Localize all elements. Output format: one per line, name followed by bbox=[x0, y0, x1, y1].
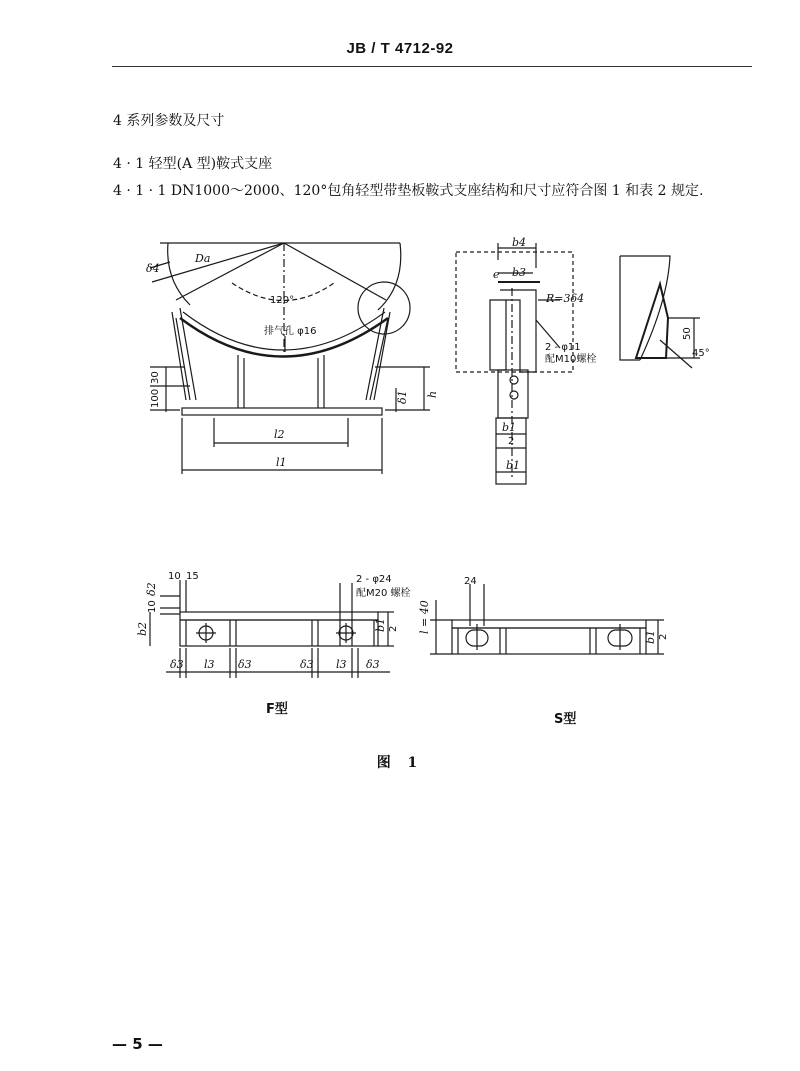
dim-30-label: 30 bbox=[150, 371, 161, 384]
delta2-label: δ2 bbox=[145, 582, 158, 596]
side-half-label: 2 bbox=[508, 436, 515, 447]
detail-outline bbox=[620, 256, 640, 360]
f-delta3-c-label: δ3 bbox=[300, 658, 314, 671]
angle-label: 120° bbox=[270, 295, 295, 306]
s-half-label: 2 bbox=[658, 633, 669, 640]
holes-label: 2 - φ11 bbox=[545, 342, 581, 353]
s-dim-24-label: 24 bbox=[464, 576, 477, 587]
delta4-label: δ4 bbox=[146, 262, 160, 275]
side-web-left bbox=[490, 300, 506, 370]
main-view bbox=[150, 243, 430, 474]
h-label: h bbox=[426, 390, 439, 398]
f-dim-15-label: 15 bbox=[186, 571, 199, 582]
radius-label: R=3δ4 bbox=[546, 292, 585, 305]
angle-45-leader bbox=[660, 340, 692, 368]
s-type-view bbox=[430, 584, 664, 654]
side-bolt-hole bbox=[510, 391, 518, 399]
m10-bolts-label: 配M10螺栓 bbox=[545, 354, 597, 365]
vent-hole-label: 排气孔 φ16 bbox=[264, 326, 317, 337]
f-delta3-b-label: δ3 bbox=[238, 658, 252, 671]
f-dim-10-label: 10 bbox=[168, 571, 181, 582]
f-plate bbox=[180, 612, 378, 620]
detail-view bbox=[620, 256, 700, 368]
right-web bbox=[366, 308, 390, 400]
side-leg bbox=[498, 370, 528, 418]
b3-label: b3 bbox=[512, 266, 527, 279]
radial-left bbox=[176, 243, 284, 300]
s-type-caption: S型 bbox=[554, 712, 577, 727]
s-l40-label: l = 40 bbox=[418, 600, 431, 634]
m20-bolts-label: 配M20 螺栓 bbox=[356, 588, 411, 599]
section-4-1-heading: 4 · 1 轻型(A 型)鞍式支座 bbox=[113, 156, 273, 172]
f-holes-label: 2 - φ24 bbox=[356, 574, 392, 585]
section-4-heading: 4 系列参数及尺寸 bbox=[113, 113, 225, 129]
f-type-caption: F型 bbox=[266, 702, 288, 717]
f-l3-b-label: l3 bbox=[336, 658, 347, 671]
f-b1-label: b1 bbox=[374, 617, 387, 632]
f-half-label: 2 bbox=[388, 625, 399, 632]
detail-shell bbox=[620, 256, 670, 360]
f-l3-a-label: l3 bbox=[204, 658, 215, 671]
section-4-1-1-text: 4 · 1 · 1 DN1000～2000、120°包角轻型带垫板鞍式支座结构和尺寸应符合图 1 和表 2 规定. bbox=[113, 183, 704, 199]
l2-label: l2 bbox=[274, 428, 285, 441]
delta1-label: δ1 bbox=[396, 390, 409, 404]
dim-100-label: 100 bbox=[150, 388, 161, 408]
s-plate bbox=[452, 620, 646, 628]
side-b1-label: b1 bbox=[506, 459, 521, 472]
b2-label: b2 bbox=[136, 621, 149, 636]
angle-45-label: 45° bbox=[692, 348, 710, 359]
detail-plate bbox=[636, 284, 668, 358]
radial-right bbox=[284, 243, 386, 300]
l1-label: l1 bbox=[276, 456, 287, 469]
e-label: e bbox=[493, 268, 500, 281]
ribs bbox=[238, 355, 324, 408]
da-label: Da bbox=[195, 252, 211, 265]
standard-header: JB / T 4712-92 bbox=[346, 40, 454, 57]
base-plate bbox=[182, 408, 382, 415]
f-delta3-a-label: δ3 bbox=[170, 658, 184, 671]
vessel-right-arc bbox=[378, 243, 401, 310]
s-base bbox=[452, 628, 646, 654]
f-dim-10b-label: 10 bbox=[147, 600, 158, 613]
dim-50-label: 50 bbox=[682, 327, 693, 340]
f-delta3-d-label: δ3 bbox=[366, 658, 380, 671]
s-b1-label: b1 bbox=[644, 629, 657, 644]
da-leader bbox=[152, 243, 284, 282]
figure-caption: 图 1 bbox=[376, 755, 424, 771]
page-number: — 5 — bbox=[112, 1035, 163, 1053]
b4-label: b4 bbox=[512, 236, 527, 249]
side-b1-top-label: b1 bbox=[502, 421, 517, 434]
